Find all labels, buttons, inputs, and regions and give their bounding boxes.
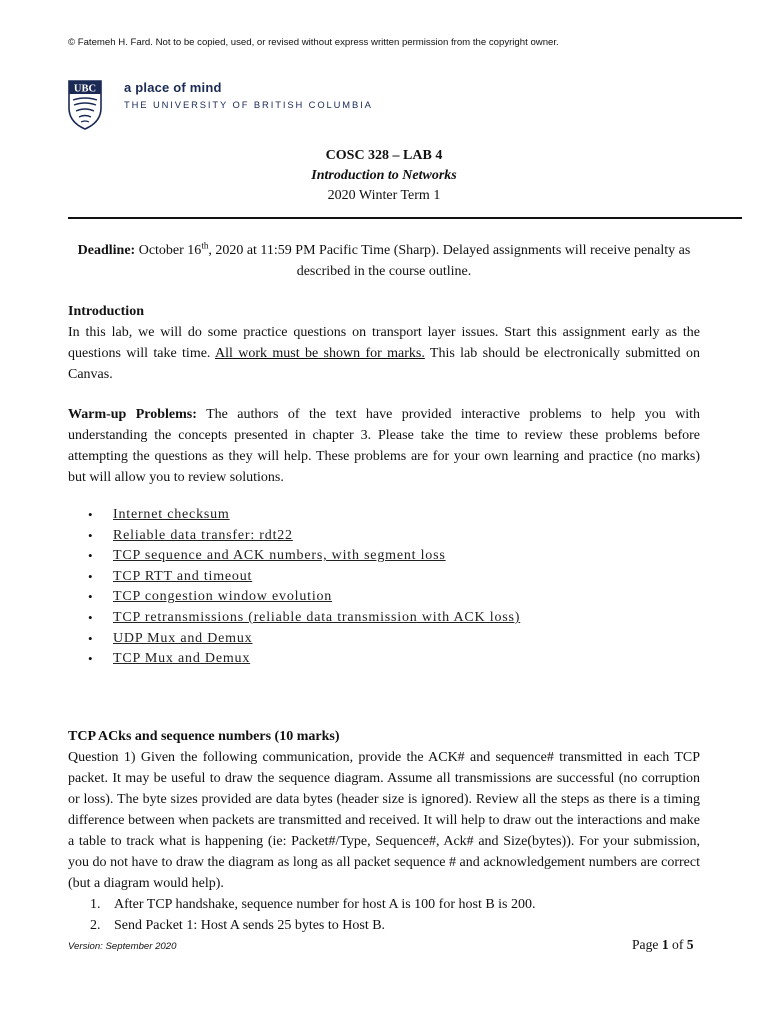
title-divider	[68, 217, 742, 219]
warmup-text: The authors of the text have provided interactive problems to help you with understanding the concepts presented in chapter 3. Please take the time to review these problems before attempting the questions as they will help. These problems are for your own learning and practice (no marks) but will allow you to review solutions.	[68, 407, 701, 485]
link-tcp-congestion-window[interactable]: TCP congestion window evolution	[113, 589, 333, 605]
introduction-text	[68, 322, 700, 385]
link-tcp-seq-ack[interactable]: TCP sequence and ACK numbers, with segment loss	[113, 548, 446, 564]
tcp-section-heading: TCP ACks and sequence numbers (10 marks)	[68, 729, 340, 744]
bullet-icon: •	[88, 548, 94, 564]
logo-university: THE UNIVERSITY OF BRITISH COLUMBIA	[124, 99, 373, 110]
bullet-icon: •	[88, 609, 94, 625]
deadline-label: Deadline:	[77, 243, 136, 258]
question-1-text: Question 1) Given the following communication, provide the ACK# and sequence# transmitted in each TCP packet. It may be useful to draw the sequence diagram. Assume all transmissions are successful (no corruption or loss). The byte sizes provided are data bytes (header size is ignored). Review all the steps as there is a timing difference between when packets are transmitted and received. It will help to draw out the interactions and make a table to track what is happening (ie: Packet#/Type, Sequence#, Ack# and Size(bytes)). For your submission, you do not have to draw the diagram as long as all packet sequence # and acknowledgement numbers are correct (but a diagram would help).	[68, 750, 700, 891]
copyright-notice: © Fatemeh H. Fard. Not to be copied, used, or revised without express written permission from the copyright owner.	[68, 37, 559, 48]
bullet-icon: •	[88, 651, 94, 667]
bullet-icon: •	[88, 507, 94, 522]
step-text: After TCP handshake, sequence number for host A is 100 for host B is 200.	[114, 897, 536, 912]
step-number: 2.	[90, 918, 101, 933]
ubc-logo	[68, 80, 373, 130]
footer-version: Version: September 2020	[68, 941, 177, 952]
link-tcp-mux-demux[interactable]: TCP Mux and Demux	[113, 651, 251, 667]
page-total: 5	[686, 937, 694, 952]
deadline-date-suffix: th	[201, 240, 209, 251]
bullet-icon: •	[88, 630, 94, 646]
course-subtitle: Introduction to Networks	[311, 168, 457, 183]
warmup-label: Warm-up Problems:	[68, 407, 197, 422]
course-title: COSC 328 – LAB 4	[325, 148, 443, 163]
question-1-steps	[68, 894, 700, 936]
introduction-text-end: This lab should be electronically submitted on Canvas.	[68, 346, 700, 382]
introduction-heading: Introduction	[68, 304, 144, 319]
bullet-icon: •	[88, 527, 94, 543]
link-tcp-rtt-timeout[interactable]: TCP RTT and timeout	[113, 568, 253, 584]
page-label: Page	[632, 937, 662, 952]
document-title-block	[0, 146, 768, 206]
page-current: 1	[661, 937, 669, 952]
warmup-section	[68, 404, 700, 488]
introduction-emphasis: All work must be shown for marks.	[215, 346, 425, 361]
introduction-text-start: In this lab, we will do some practice questions on transport layer issues. Start this assignment early as the questions will take time.	[68, 325, 700, 361]
step-number: 1.	[90, 897, 101, 912]
page-of: of	[668, 937, 687, 952]
link-internet-checksum[interactable]: Internet checksum	[113, 507, 230, 522]
introduction-section	[68, 301, 700, 385]
bullet-icon: •	[88, 568, 94, 584]
deadline-date: October 16	[135, 243, 202, 258]
deadline-paragraph	[68, 240, 700, 282]
list-item	[68, 915, 700, 936]
deadline-details: , 2020 at 11:59 PM Pacific Time (Sharp). Delayed assignments will receive penalty as described in the course outline.	[208, 243, 691, 279]
link-reliable-data-transfer[interactable]: Reliable data transfer: rdt22	[113, 527, 293, 543]
step-text: Send Packet 1: Host A sends 25 bytes to Host B.	[114, 918, 386, 933]
course-term: 2020 Winter Term 1	[327, 188, 441, 203]
link-tcp-retransmissions[interactable]: TCP retransmissions (reliable data transmission with ACK loss)	[113, 609, 521, 625]
tcp-section	[68, 726, 700, 936]
logo-tagline: a place of mind	[124, 80, 222, 95]
ubc-crest-icon	[68, 80, 102, 130]
page-number	[632, 937, 694, 953]
list-item	[68, 894, 700, 915]
logo-label: UBC	[73, 83, 97, 95]
link-udp-mux-demux[interactable]: UDP Mux and Demux	[113, 630, 253, 646]
bullet-icon: •	[88, 589, 94, 605]
